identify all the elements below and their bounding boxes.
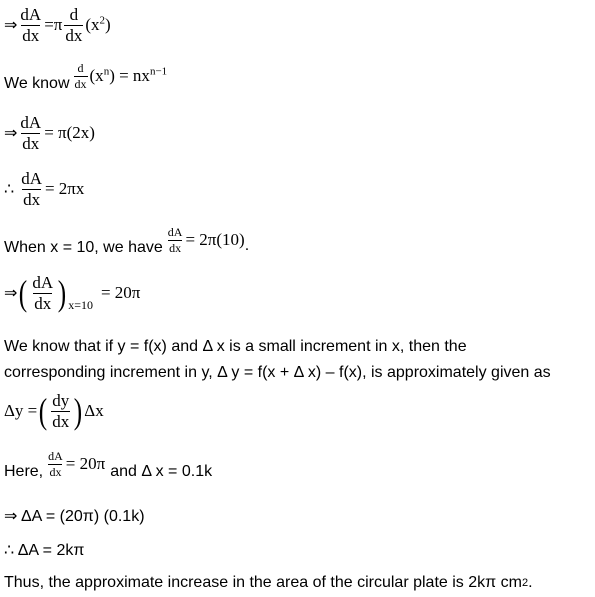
implies-symbol: ⇒ — [4, 17, 18, 35]
left-parenthesis: ( — [19, 273, 28, 314]
fraction-denominator: dx — [49, 464, 62, 479]
equation-line-11: ⇒ ΔA = (20π) (0.1k) — [4, 508, 145, 525]
fraction-dy-dx — [51, 392, 70, 431]
pi-symbol: π — [53, 15, 63, 35]
fraction-denominator: dx — [34, 293, 52, 313]
equation-line-2 — [4, 61, 168, 93]
statement-text: Here, — [4, 463, 44, 481]
fraction-denominator: dx — [22, 133, 40, 153]
equation-rhs: = 2π(10) — [185, 230, 245, 250]
argument-close: ) — [105, 15, 111, 35]
equation-rhs: Δx — [84, 401, 104, 421]
fraction-numerator: d — [69, 5, 79, 24]
left-parenthesis: ( — [39, 391, 48, 432]
equation-line-6 — [4, 274, 140, 313]
statement-text: We know — [4, 75, 70, 93]
paragraph-line-1: We know that if y = f(x) and Δ x is a small increment in x, then the — [4, 338, 467, 355]
period: . — [528, 574, 533, 591]
power-rule-base: (x — [89, 66, 104, 86]
paragraph-line-2: corresponding increment in y, Δ y = f(x + Δ x) – f(x), is approximately given as — [4, 364, 551, 381]
power-rule — [90, 66, 168, 86]
fraction-dA-dx — [19, 6, 42, 45]
right-parenthesis: ) — [57, 273, 67, 314]
equation-rhs: = 20π — [100, 283, 141, 303]
fraction-numerator: dA — [20, 5, 42, 24]
argument — [85, 15, 110, 35]
exponent: n−1 — [149, 65, 168, 78]
fraction-numerator: dy — [52, 391, 70, 410]
fraction-numerator: dA — [167, 225, 183, 239]
fraction-dA-dx — [31, 274, 54, 313]
equation-rhs: = 2πx — [44, 179, 85, 199]
fraction-numerator: dA — [48, 449, 63, 463]
equation-rhs: = π(2x) — [44, 123, 95, 143]
fraction-numerator: d — [77, 61, 84, 75]
conclusion-text: Thus, the approximate increase in the area of the circular plate is 2kπ cm — [4, 574, 522, 591]
fraction-dA-dx — [47, 450, 64, 478]
statement-tail: and Δ x = 0.1k — [110, 463, 213, 481]
conclusion-line: Thus, the approximate increase in the area of the circular plate is 2kπ cm 2 . — [4, 574, 533, 591]
fraction-denominator: dx — [23, 189, 41, 209]
period: . — [244, 237, 250, 255]
fraction-d-dx — [74, 62, 88, 90]
fraction-dA-dx — [167, 226, 184, 254]
fraction-denominator: dx — [22, 25, 40, 45]
equation-lhs: Δy = — [4, 401, 38, 421]
equation-line-12: ∴ ΔA = 2kπ — [4, 542, 85, 559]
statement-text: When x = 10, we have — [4, 239, 163, 257]
fraction-dA-dx — [19, 114, 42, 153]
evaluation-subscript: x=10 — [68, 297, 93, 312]
argument-base: (x — [85, 15, 100, 35]
fraction-d-dx — [64, 6, 83, 45]
power-rule-middle: ) = nx — [109, 66, 150, 86]
fraction-denominator: dx — [74, 76, 87, 91]
fraction-numerator: dA — [20, 113, 42, 132]
equation-line-4 — [4, 170, 84, 209]
fraction-numerator: dA — [21, 169, 42, 188]
exponent: 2 — [99, 14, 106, 27]
equation-rhs: = 20π — [65, 454, 106, 474]
fraction-dA-dx — [20, 170, 43, 209]
fraction-numerator: dA — [32, 273, 54, 292]
fraction-denominator: dx — [65, 25, 83, 45]
implies-symbol: ⇒ — [4, 285, 18, 303]
equation-line-3 — [4, 114, 95, 153]
therefore-symbol: ∴ — [4, 181, 15, 199]
exponent: n — [103, 65, 110, 78]
equals-sign: = — [44, 15, 54, 35]
equation-line-5 — [4, 225, 250, 257]
implies-symbol: ⇒ — [4, 125, 18, 143]
equation-line-9 — [4, 392, 104, 431]
right-parenthesis: ) — [74, 391, 83, 432]
fraction-denominator: dx — [169, 240, 182, 255]
equation-line-10 — [4, 449, 213, 481]
equation-line-1 — [4, 6, 111, 45]
fraction-denominator: dx — [52, 411, 70, 431]
